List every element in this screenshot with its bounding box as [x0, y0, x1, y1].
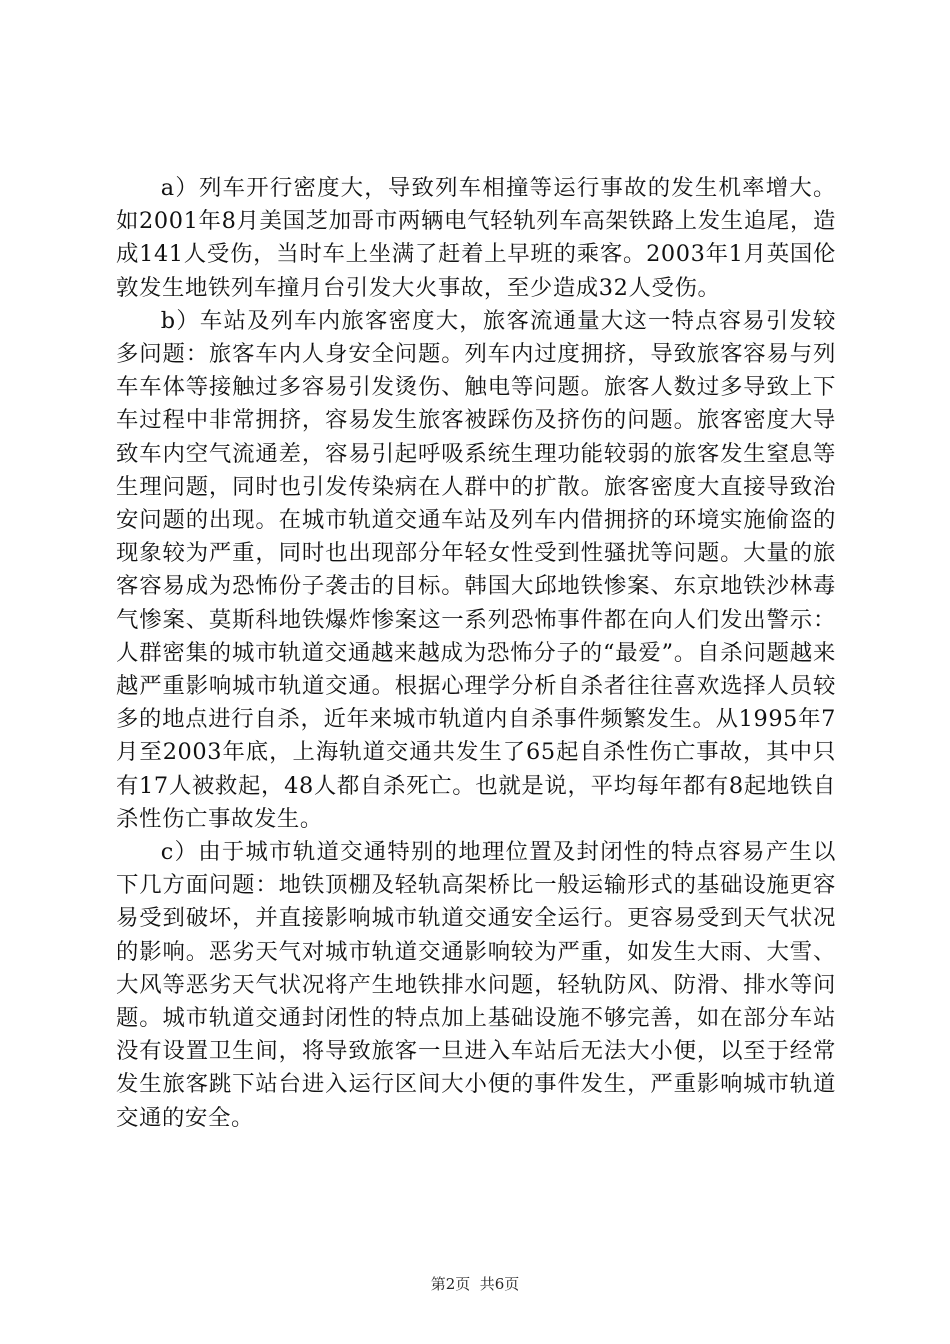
paragraph-a: a）列车开行密度大，导致列车相撞等运行事故的发生机率增大。如2001年8月美国芝加哥市两辆电气轻轨列车高架铁路上发生追尾，造成141人受伤，当时车上坐满了赶着上早班的乘客。2003年1月英国伦敦发生地铁列车撞月台引发大火事故，至少造成32人受伤。 [116, 175, 836, 301]
paragraph-b: b）车站及列车内旅客密度大，旅客流通量大这一特点容易引发较多问题：旅客车内人身安全问题。列车内过度拥挤，导致旅客容易与列车车体等接触过多容易引发烫伤、触电等问题。旅客人数过多导致上下车过程中非常拥挤，容易发生旅客被踩伤及挤伤的问题。旅客密度大导致车内空气流通差，容易引起呼吸系统生理功能较弱的旅客发生窒息等生理问题，同时也引发传染病在人群中的扩散。旅客密度大直接导致治安问题的出现。在城市轨道交通车站及列车内借拥挤的环境实施偷盗的现象较为严重，同时也出现部分年轻女性受到性骚扰等问题。大量的旅客容易成为恐怖份子袭击的目标。韩国大邱地铁惨案、东京地铁沙林毒气惨案、莫斯科地铁爆炸惨案这一系列恐怖事件都在向人们发出警示：人群密集的城市轨道交通越来越成为恐怖分子的“最爱”。自杀问题越来越严重影响城市轨道交通。根据心理学分析自杀者往往喜欢选择人员较多的地点进行自杀，近年来城市轨道内自杀事件频繁发生。从1995年7月至2003年底，上海轨道交通共发生了65起自杀性伤亡事故，其中只有17人被救起，48人都自杀死亡。也就是说，平均每年都有8起地铁自杀性伤亡事故发生。 [116, 307, 836, 832]
paragraph-c: c）由于城市轨道交通特别的地理位置及封闭性的特点容易产生以下几方面问题：地铁顶棚及轻轨高架桥比一般运输形式的基础设施更容易受到破坏，并直接影响城市轨道交通安全运行。更容易受到天气状况的影响。恶劣天气对城市轨道交通影响较为严重，如发生大雨、大雪、大风等恶劣天气状况将产生地铁排水问题，轻轨防风、防滑、排水等问题。城市轨道交通封闭性的特点加上基础设施不够完善，如在部分车站没有设置卫生间，将导致旅客一旦进入车站后无法大小便，以至于经常发生旅客跳下站台进入运行区间大小便的事件发生，严重影响城市轨道交通的安全。 [116, 839, 836, 1131]
page-number: 第2页 共6页 [430, 1275, 520, 1293]
page-footer [0, 1274, 950, 1294]
body-text [116, 172, 836, 1135]
